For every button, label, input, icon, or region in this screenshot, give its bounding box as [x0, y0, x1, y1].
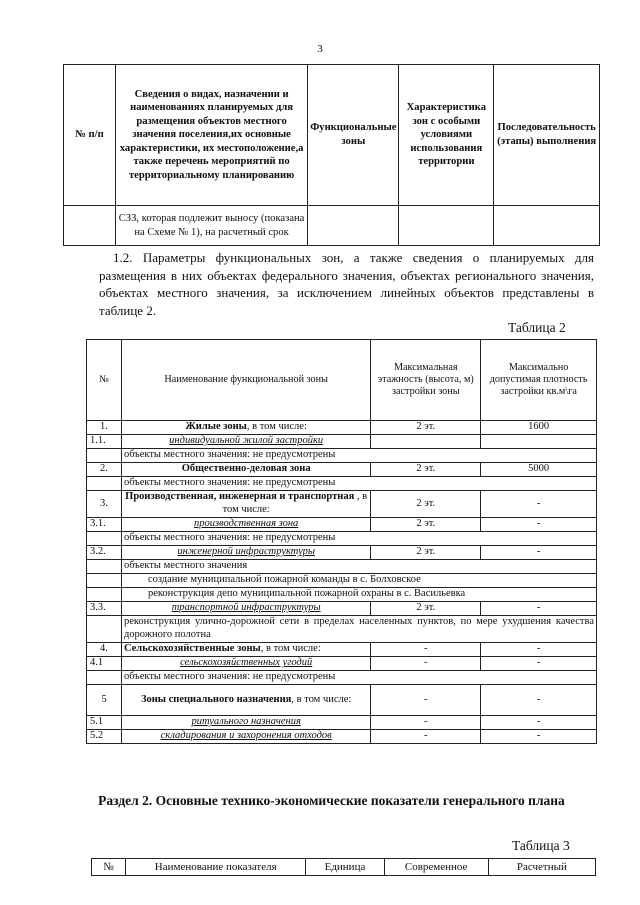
table-row	[87, 685, 597, 716]
t1-header-characteristics: Характеристика зон с особыми условиями использования территории	[399, 65, 494, 206]
table-row	[87, 491, 597, 518]
t2-row-num: 3.3.	[87, 602, 122, 616]
t2-row-num	[87, 477, 122, 491]
t2-local-object-item: создание муниципальной пожарной команды в с. Болховское	[121, 574, 596, 588]
t1-header-sequence: Последовательность (этапы) выполнения	[494, 65, 600, 206]
t2-row-num: 5.2	[87, 730, 122, 744]
t1-header-info: Сведения о видах, назначении и наименованиях планируемых для размещения объектов местного значения поселения,их основные характеристики, их местоположение,а также перечень мероприятий по территориальному планированию	[115, 65, 307, 206]
t2-row-num: 4.1	[87, 657, 122, 671]
table-row	[87, 435, 597, 449]
t2-density: -	[481, 685, 597, 716]
t2-row-num: 1.	[87, 421, 122, 435]
t1-cell	[308, 206, 399, 246]
table-row	[87, 421, 597, 435]
t2-local-objects: объекты местного значения	[121, 560, 596, 574]
table-row	[87, 671, 597, 685]
t2-density: 1600	[481, 421, 597, 435]
t2-zone-name: производственная зона	[121, 518, 370, 532]
table-2-caption: Таблица 2	[508, 320, 566, 335]
t2-row-num: 3.	[87, 491, 122, 518]
section-2-title: Раздел 2. Основные технико-экономические показатели генерального плана	[98, 793, 565, 808]
t2-floors: -	[371, 685, 481, 716]
table-row	[87, 449, 597, 463]
t2-zone-name	[121, 685, 370, 716]
t2-zone-name	[121, 421, 370, 435]
t2-floors: -	[371, 643, 481, 657]
table-row	[87, 477, 597, 491]
t2-density: -	[481, 491, 597, 518]
t2-density: -	[481, 730, 597, 744]
t2-zone-name-suffix: , в том числе:	[222, 491, 368, 515]
table-row	[87, 532, 597, 546]
t2-zone-name-bold: Жилые зоны	[185, 421, 247, 433]
table-row	[87, 546, 597, 560]
t2-density	[481, 435, 597, 449]
t2-local-objects: объекты местного значения: не предусмотрены	[121, 477, 596, 491]
t2-density: -	[481, 602, 597, 616]
t2-floors: 2 эт.	[371, 518, 481, 532]
t2-header-max-floors: Максимальная этажность (высота, м) застройки зоны	[371, 340, 481, 421]
table-row	[87, 616, 597, 643]
table-1	[63, 64, 600, 246]
table-row	[64, 206, 600, 246]
table-3	[91, 858, 596, 876]
t2-zone-name: складирования и захоронения отходов	[121, 730, 370, 744]
t2-floors: 2 эт.	[371, 602, 481, 616]
t2-header-zone-name: Наименование функциональной зоны	[121, 340, 370, 421]
t2-local-object-item: реконструкция улично-дорожной сети в пределах населенных пунктов, по мере ухудшения качества дорожного полотна	[121, 616, 596, 643]
t1-cell	[64, 206, 116, 246]
paragraph-1-2: 1.2. Параметры функциональных зон, а также сведения о планируемых для размещения в них объектах федерального значения, объектах регионального значения, объектах местного значения, за исключением линейных объектов представлены в таблице 2.	[99, 250, 594, 318]
t2-row-num: 5	[87, 685, 122, 716]
t2-zone-name-bold: Сельскохозяйственные зоны	[123, 643, 261, 655]
t2-row-num: 1.1.	[87, 435, 122, 449]
t1-cell: СЗЗ, которая подлежит выносу (показана на Схеме № 1), на расчетный срок	[115, 206, 307, 246]
t3-header-num: №	[92, 859, 126, 876]
table-row	[87, 463, 597, 477]
t2-row-num	[87, 588, 122, 602]
table-row	[87, 574, 597, 588]
table-3-caption: Таблица 3	[512, 838, 570, 853]
t2-zone-name-suffix: , в том числе:	[246, 421, 307, 433]
table-2	[86, 339, 597, 744]
t2-row-num	[87, 574, 122, 588]
t2-floors: 2 эт.	[371, 491, 481, 518]
t2-zone-name: Общественно-деловая зона	[121, 463, 370, 477]
t2-floors: -	[371, 716, 481, 730]
table-row	[87, 716, 597, 730]
t2-floors: -	[371, 730, 481, 744]
t2-row-num: 5.1	[87, 716, 122, 730]
t2-density: -	[481, 546, 597, 560]
table-1-header-row	[64, 65, 600, 206]
table-row	[87, 518, 597, 532]
t2-zone-name: инженерной инфраструктуры	[121, 546, 370, 560]
t2-row-num: 3.1.	[87, 518, 122, 532]
table-row	[87, 657, 597, 671]
t1-cell	[494, 206, 600, 246]
t2-floors: -	[371, 657, 481, 671]
t2-density: -	[481, 518, 597, 532]
t2-zone-name-suffix: , в том числе:	[291, 693, 352, 705]
t2-zone-name	[121, 643, 370, 657]
t2-density: 5000	[481, 463, 597, 477]
t3-header-projected: Расчетный	[488, 859, 595, 876]
t2-local-object-item: реконструкция депо муниципальной пожарной охраны в с. Васильевка	[121, 588, 596, 602]
t1-header-num: № п/п	[64, 65, 116, 206]
t2-row-num	[87, 616, 122, 643]
t2-header-num: №	[87, 340, 122, 421]
t2-zone-name: сельскохозяйственных угодий	[121, 657, 370, 671]
t2-floors: 2 эт.	[371, 546, 481, 560]
table-row	[87, 602, 597, 616]
t2-density: -	[481, 716, 597, 730]
t2-zone-name-bold: Производственная, инженерная и транспортная	[125, 491, 355, 503]
table-2-header-row	[87, 340, 597, 421]
table-row	[87, 588, 597, 602]
table-row	[87, 643, 597, 657]
t2-row-num	[87, 449, 122, 463]
t3-header-current: Современное	[384, 859, 488, 876]
table-row	[87, 560, 597, 574]
t2-floors: 2 эт.	[371, 421, 481, 435]
t2-zone-name-suffix: , в том числе:	[260, 643, 321, 655]
t2-local-objects: объекты местного значения: не предусмотрены	[121, 671, 596, 685]
t2-row-num: 3.2.	[87, 546, 122, 560]
t2-density: -	[481, 643, 597, 657]
page-number: 3	[317, 43, 323, 55]
t2-density: -	[481, 657, 597, 671]
t2-row-num: 4.	[87, 643, 122, 657]
t1-header-zones: Функциональные зоны	[308, 65, 399, 206]
t2-zone-name: индивидуальной жилой застройки	[121, 435, 370, 449]
t3-header-unit: Единица	[306, 859, 384, 876]
t1-cell	[399, 206, 494, 246]
t2-header-max-density: Максимально допустимая плотность застройки кв.м\га	[481, 340, 597, 421]
t2-zone-name: ритуального назначения	[121, 716, 370, 730]
t2-zone-name-bold: Зоны специального назначения	[140, 693, 292, 705]
t2-row-num	[87, 671, 122, 685]
t2-row-num	[87, 560, 122, 574]
table-3-header-row	[92, 859, 596, 876]
t2-row-num	[87, 532, 122, 546]
t2-zone-name	[121, 491, 370, 518]
t2-floors: 2 эт.	[371, 463, 481, 477]
t2-row-num: 2.	[87, 463, 122, 477]
t3-header-indicator: Наименование показателя	[126, 859, 306, 876]
t2-zone-name: транспортной инфраструктуры	[121, 602, 370, 616]
t2-local-objects: объекты местного значения: не предусмотрены	[121, 532, 596, 546]
table-row	[87, 730, 597, 744]
t2-local-objects: объекты местного значения: не предусмотрены	[121, 449, 596, 463]
t2-floors	[371, 435, 481, 449]
